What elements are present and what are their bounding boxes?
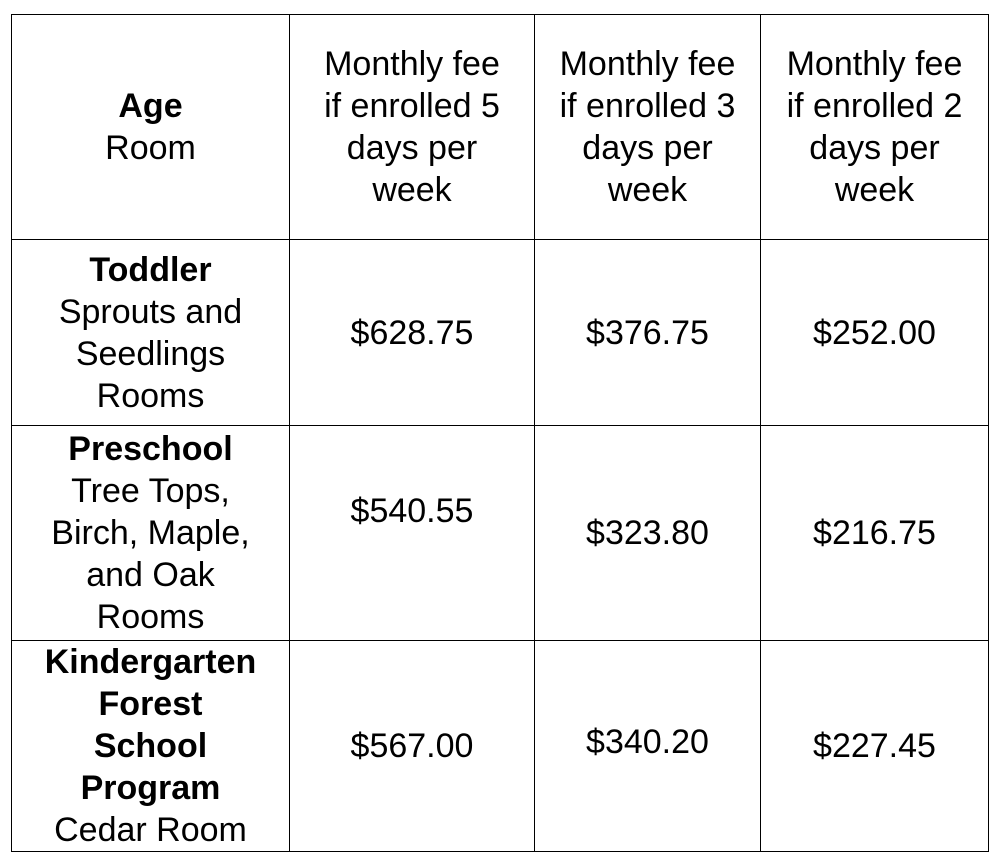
- fee-2-days-cell: $227.45: [761, 641, 989, 852]
- room-label: Cedar Room: [54, 811, 247, 849]
- fee-5-days-cell: $628.75: [290, 240, 535, 426]
- header-text-line: if enrolled 2: [786, 87, 963, 125]
- header-age-room: [12, 15, 290, 240]
- age-room-cell: [12, 641, 290, 852]
- room-label: Sprouts and: [58, 292, 243, 331]
- header-text-line: Monthly fee: [324, 45, 500, 83]
- fee-2-days-cell: $252.00: [761, 240, 989, 426]
- table-row-toddler: [12, 240, 989, 426]
- header-fee-2-days: [761, 15, 989, 240]
- header-text-line: days per: [582, 129, 713, 167]
- fee-5-days-cell: [290, 426, 535, 641]
- header-fee-3-days: [535, 15, 761, 240]
- age-label: Toddler: [89, 250, 212, 289]
- header-text-line: if enrolled 5: [324, 87, 500, 125]
- age-room-cell: [12, 240, 290, 426]
- age-label: Kindergarten: [44, 643, 257, 681]
- room-label: Rooms: [96, 376, 205, 415]
- fee-3-days-cell: $323.80: [535, 426, 761, 641]
- fee-value: $540.55: [350, 492, 474, 530]
- header-text-line: days per: [809, 129, 940, 167]
- age-label: Forest: [98, 685, 203, 723]
- room-label: Tree Tops,: [71, 472, 230, 510]
- age-label: Preschool: [68, 430, 233, 468]
- header-fee-5-days: [290, 15, 535, 240]
- age-label: Program: [80, 769, 221, 807]
- room-label: and Oak: [86, 556, 215, 594]
- header-text-line: Monthly fee: [559, 45, 736, 83]
- table-row-kindergarten: [12, 641, 989, 852]
- room-label: Rooms: [96, 598, 205, 636]
- fee-3-days-cell: [535, 641, 761, 852]
- header-text-line: Monthly fee: [786, 45, 963, 83]
- header-row: [12, 15, 989, 240]
- fee-5-days-cell: $567.00: [290, 641, 535, 852]
- fee-value: $340.20: [586, 723, 709, 761]
- header-text-line: if enrolled 3: [559, 87, 736, 125]
- fee-2-days-cell: $216.75: [761, 426, 989, 641]
- table-row-preschool: [12, 426, 989, 641]
- age-room-cell: [12, 426, 290, 641]
- header-age-label: Age: [118, 87, 183, 125]
- header-text-line: week: [834, 171, 915, 209]
- header-text-line: week: [607, 171, 688, 209]
- fee-table: [11, 14, 989, 852]
- room-label: Seedlings: [75, 334, 226, 373]
- age-label: School: [93, 727, 208, 765]
- room-label: Birch, Maple,: [51, 514, 250, 552]
- header-text-line: week: [372, 171, 452, 209]
- fee-3-days-cell: $376.75: [535, 240, 761, 426]
- header-room-label: Room: [105, 129, 196, 167]
- header-text-line: days per: [346, 129, 478, 167]
